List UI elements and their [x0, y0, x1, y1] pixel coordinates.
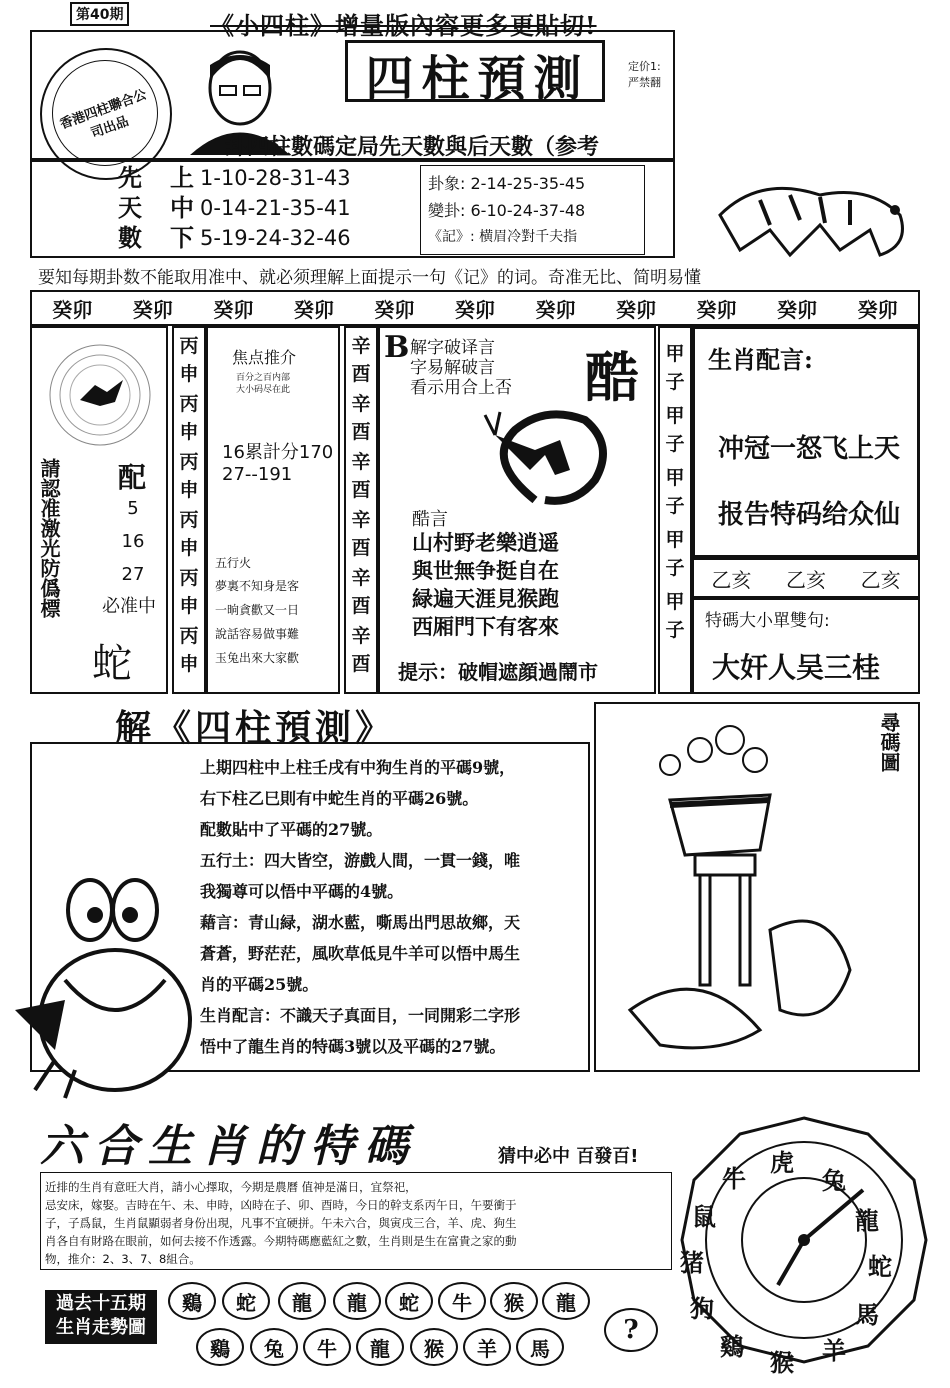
ganzhi-cell: 癸卯: [696, 297, 737, 322]
trend-animal: 牛: [438, 1282, 486, 1320]
trend-animal: 猴: [490, 1282, 538, 1320]
gua-label: 變卦:: [428, 201, 466, 220]
jie-line: 我獨尊可以悟中平碼的4號。: [200, 882, 404, 901]
issue-number: 第40期: [70, 2, 129, 26]
past-label-box: [45, 1290, 157, 1344]
pei-numbers: [118, 492, 148, 591]
header-subtitle: 卦四柱數碼定局先天數與后天數（参考: [225, 134, 600, 160]
yihai-row: [692, 558, 920, 598]
pillar-tag: 下: [170, 223, 194, 252]
xiantian-label: 先 天 數: [118, 163, 142, 252]
pei-number: 16: [121, 531, 145, 552]
wheel-animal: 龍: [855, 1205, 879, 1235]
jie-line: 上期四柱中上柱壬戌有中狗生肖的平碼9號，: [200, 758, 516, 777]
hint-line: 看示用合上否: [410, 378, 512, 398]
trend-animal: 蛇: [222, 1282, 270, 1320]
dxs-value: 大奸人吴三桂: [712, 651, 881, 684]
jie-line: 配數貼中了平碼的27號。: [200, 820, 383, 839]
shengxiao-title: 生肖配言:: [708, 345, 813, 374]
ganzhi-cell: 癸卯: [777, 297, 818, 322]
jie-paragraphs: [200, 752, 584, 1062]
jia-cell: 甲子: [665, 343, 685, 393]
trend-animal: 龍: [542, 1282, 590, 1320]
bing-cell: 丙申: [179, 509, 199, 559]
gua-label: 卦象:: [428, 174, 466, 193]
tiger-illustration: [700, 155, 920, 275]
text-line: 近排的生肖有意旺大肖，請小心擇取，今期是農曆 值神是滿日，宜祭祀，: [45, 1180, 417, 1194]
jie-line: 悟中了龍生肖的特碼3號以及平碼的27號。: [200, 1037, 506, 1056]
jie-line: 五行土：四大皆空，游戲人間，一貫一錢，唯: [200, 851, 521, 870]
bottom-slogan: 猜中必中 百發百!: [498, 1146, 639, 1167]
jia-cell: 甲子: [665, 467, 685, 517]
xin-list: [346, 332, 376, 680]
pillar-tag: 中: [170, 193, 194, 222]
poem-line: 一晌貪歡又一日: [215, 603, 300, 617]
b-mark: B: [384, 330, 410, 365]
pillar-note: 要知每期卦数不能取用准中、就必须理解上面提示一句《记》的词。奇准无比、简明易懂: [38, 268, 701, 288]
yihai-cell: 乙亥: [860, 567, 901, 592]
jia-cell: 甲子: [665, 405, 685, 455]
stamp-text: 香港四柱聯合公司出品: [58, 87, 149, 142]
ganzhi-row: [30, 290, 920, 326]
xin-cell: 辛酉: [351, 335, 371, 385]
text-line: 肖各自有財路在眼前，如何去接不作透露。今期特碼應藍紅之數，生肖則是生在富貴之家的動: [45, 1234, 517, 1248]
jie-line: 肖的平碼25號。: [200, 975, 319, 994]
xin-cell: 辛酉: [351, 451, 371, 501]
bing-cell: 丙申: [179, 625, 199, 675]
gua-numbers: 6-10-24-37-48: [470, 201, 586, 220]
ganzhi-cell: 癸卯: [52, 297, 93, 322]
trend-animal: 鷄: [168, 1282, 216, 1320]
price-note: 定价1:: [628, 60, 661, 73]
past-label-2: 生肖走勢圖: [56, 1317, 146, 1338]
wheel-animal: 鼠: [692, 1201, 716, 1231]
laser-emblem: [45, 340, 155, 450]
wheel-animal: 牛: [722, 1163, 746, 1193]
copyright-note: 严禁翻: [628, 76, 661, 89]
focus-sub1: 百分之百内部: [236, 373, 291, 383]
anti-fake-text: 請認准激光防僞標: [37, 458, 61, 618]
yihai-cell: 乙亥: [785, 567, 826, 592]
cool-line: 西厢門下有客來: [412, 614, 559, 639]
jia-cell: 甲子: [665, 591, 685, 641]
xin-cell: 辛酉: [351, 509, 371, 559]
wheel-animal: 兔: [822, 1165, 846, 1195]
wheel-animal: 馬: [855, 1299, 879, 1329]
trend-animal: 羊: [463, 1328, 511, 1366]
trend-animal: 牛: [303, 1328, 351, 1366]
xin-cell: 辛酉: [351, 567, 371, 617]
gua-numbers: 横眉冷對千夫指: [479, 229, 578, 245]
pillar-numbers: 5-19-24-32-46: [200, 226, 351, 250]
focus-line1: 16累計分170: [222, 442, 334, 463]
gua-rows: [428, 170, 585, 251]
cool-hints: [410, 338, 512, 398]
pei-label: 配: [118, 461, 147, 494]
trend-animal: 馬: [516, 1328, 564, 1366]
cool-lines: [412, 529, 559, 641]
xin-cell: 辛酉: [351, 625, 371, 675]
cool-tip: 提示：破帽遮顔過鬧市: [398, 660, 598, 684]
ganzhi-cell: 癸卯: [132, 297, 173, 322]
jie-line: 右下柱乙巳則有中蛇生肖的平碼26號。: [200, 789, 479, 808]
wheel-animal: 虎: [770, 1147, 794, 1177]
text-line: 物，推介：2、3、7、8組合。: [45, 1252, 201, 1266]
poem-line: 說話容易做事難: [215, 627, 300, 641]
poem-line: 夢裏不知身是客: [215, 579, 300, 593]
cool-big-char: 酷: [585, 345, 639, 409]
wheel-animal: 狗: [690, 1293, 714, 1323]
jie-line: 藉言：青山緑，湖水藍，嘶馬出門思故鄉，天: [200, 913, 521, 932]
bottom-banner: 六合生肖的特碼: [40, 1121, 418, 1172]
wheel-animal: 蛇: [868, 1251, 892, 1281]
pillar-tag: 上: [170, 163, 194, 192]
bing-cell: 丙申: [179, 393, 199, 443]
jia-cell: 甲子: [665, 529, 685, 579]
trend-animal: 龍: [356, 1328, 404, 1366]
wheel-animal: 猴: [770, 1347, 794, 1377]
wheel-animal: 鷄: [720, 1331, 744, 1361]
focus-line2: 27--191: [222, 464, 293, 485]
bing-cell: 丙申: [179, 567, 199, 617]
page-title: 四柱預測: [365, 51, 590, 107]
cool-line: 緑遍天涯見猴跑: [412, 586, 559, 611]
text-line: 忌安床，嫁娶。吉時在午、未、申時，凶時在子、卯、酉時，今日的幹支系丙午日，午要衝于: [45, 1198, 517, 1212]
trend-animal: 鷄: [196, 1328, 244, 1366]
text-line: 子，子爲鼠，生肖鼠顯弱者身份出現，凡事不宜硬拼。午未六合，與寅戌三合，羊、虎、狗生: [45, 1216, 517, 1230]
bing-cell: 丙申: [179, 451, 199, 501]
ganzhi-cell: 癸卯: [615, 297, 656, 322]
jia-list: [660, 340, 690, 650]
flower-pot-illustration: [600, 710, 860, 1070]
ganzhi-cell: 癸卯: [374, 297, 415, 322]
jie-title: 解《四柱預測》: [115, 707, 396, 749]
cool-line: 與世無争挺自在: [412, 558, 559, 583]
trend-animal: 龍: [333, 1282, 381, 1320]
hint-line: 解字破译言: [410, 338, 495, 358]
frog-cartoon: [5, 870, 195, 1100]
pillar-numbers: 1-10-28-31-43: [200, 166, 351, 190]
dxs-label: 特碼大小單雙句:: [705, 611, 830, 631]
bing-cell: 丙申: [179, 335, 199, 385]
pillar-rows: [170, 163, 351, 253]
ganzhi-cell: 癸卯: [213, 297, 254, 322]
cool-title: 酷言: [412, 509, 448, 530]
gua-label: 《記》:: [428, 229, 475, 245]
focus-title: 焦点推介: [232, 348, 297, 367]
shengxiao-line2: 报告特码给众仙: [718, 500, 901, 530]
trend-animal: 龍: [278, 1282, 326, 1320]
jie-line: 生肖配言：不識天子真面目，一同開彩二字形: [200, 1006, 521, 1025]
ganzhi-cell: 癸卯: [857, 297, 898, 322]
focus-sub2: 大小码尽在此: [236, 385, 291, 395]
gua-numbers: 2-14-25-35-45: [470, 174, 586, 193]
focus-poem: [215, 574, 299, 670]
bing-list: [174, 332, 204, 680]
trend-question: ?: [604, 1308, 658, 1352]
bottom-text: [45, 1178, 671, 1268]
trend-animal: 兔: [250, 1328, 298, 1366]
shengxiao-line1: 冲冠一怒飞上天: [718, 434, 901, 464]
cool-line: 山村野老樂逍遥: [412, 530, 559, 555]
animal-label: 蛇: [92, 641, 132, 687]
hint-line: 字易解破言: [410, 358, 495, 378]
ganzhi-cell: 癸卯: [535, 297, 576, 322]
deer-illustration: [475, 400, 615, 510]
jie-line: 蒼蒼，野茫茫，風吹草低見牛羊可以悟中馬生: [200, 944, 521, 963]
ganzhi-cell: 癸卯: [293, 297, 334, 322]
xin-cell: 辛酉: [351, 393, 371, 443]
ganzhi-cell: 癸卯: [454, 297, 495, 322]
header-banner: 《小四柱》增量版內容更多更貼切!: [210, 11, 597, 40]
pei-number: 5: [127, 498, 139, 519]
xunma-label: 尋碼圖: [877, 712, 901, 772]
poem-line: 玉兔出來大家歡: [215, 651, 300, 665]
pillar-numbers: 0-14-21-35-41: [200, 196, 351, 220]
past-label-1: 過去十五期: [56, 1293, 146, 1314]
wuxing-label: 五行火: [215, 556, 252, 570]
trend-animal: 猴: [410, 1328, 458, 1366]
pei-number: 27: [121, 564, 145, 585]
trend-animal: 蛇: [385, 1282, 433, 1320]
sure-label: 必准中: [102, 596, 156, 617]
wheel-animal: 猪: [680, 1247, 704, 1277]
yihai-cell: 乙亥: [711, 567, 752, 592]
wheel-animal: 羊: [822, 1335, 846, 1365]
